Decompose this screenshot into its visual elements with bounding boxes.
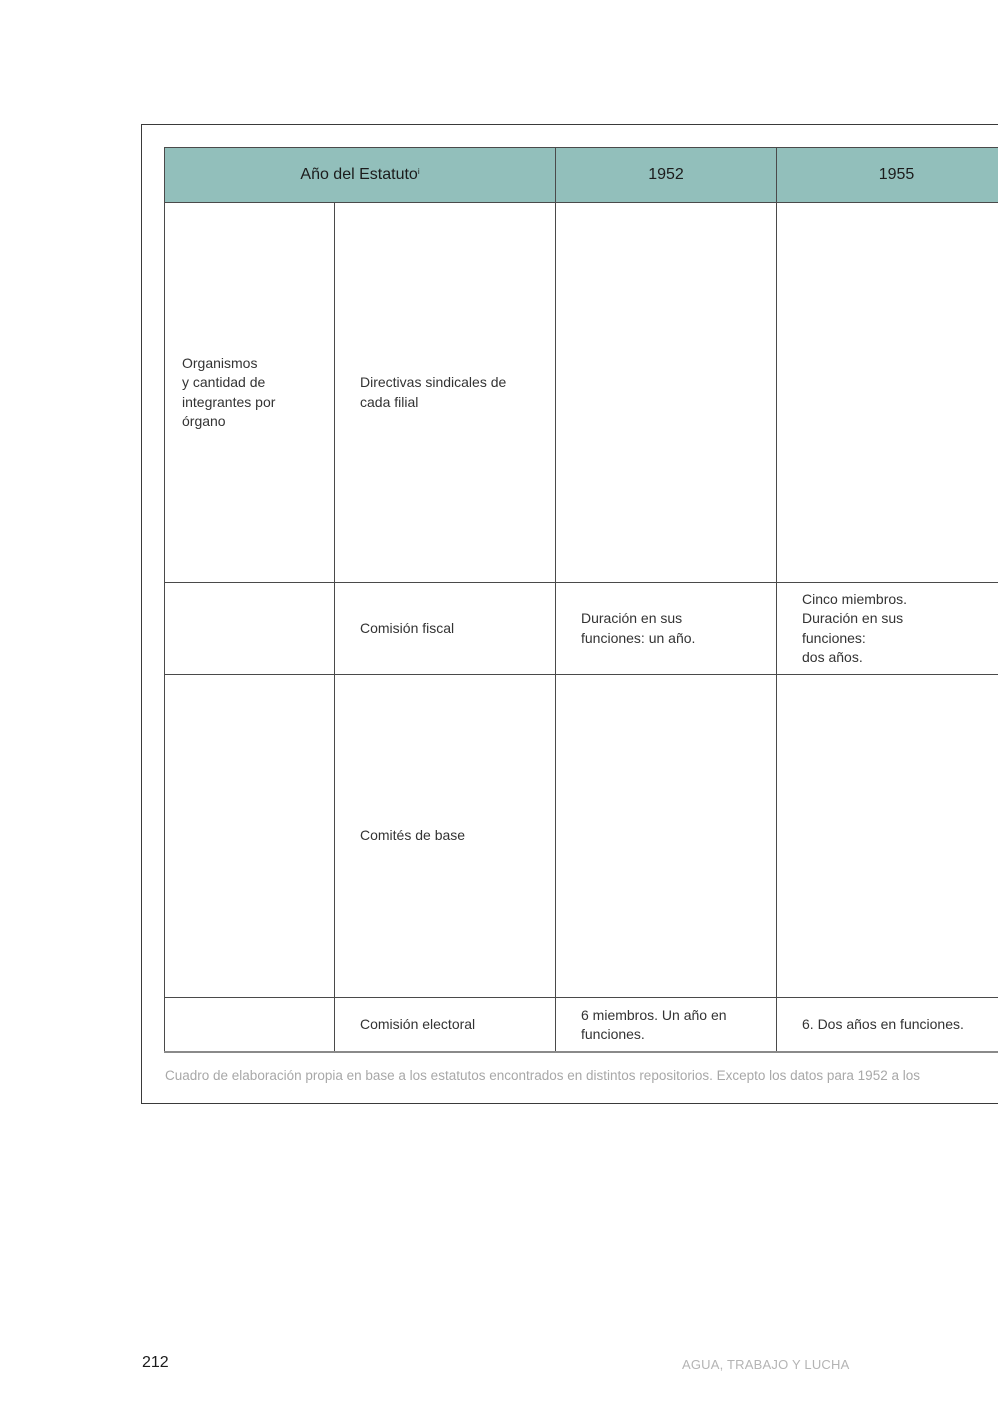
cell-fiscal-1955 [777,583,998,675]
organ-label: Comisión electoral [360,1016,476,1033]
source-note: Cuadro de elaboración propia en base a los estatutos encontrados en distintos repositorios. Excepto los datos para 1952 a los [165,1068,920,1083]
header-statute-year [165,148,556,203]
running-head: AGUA, TRABAJO Y LUCHA [682,1357,850,1372]
group-label: Organismos y cantidad de integrantes por órgano [182,354,276,429]
header-statute-label: Año del Estatuto [300,166,418,183]
cell-group-empty [165,583,335,675]
cell-group-empty [165,998,335,1052]
cell-directivas-1955 [777,203,998,583]
cell-organ-electoral [335,998,556,1052]
cell-organ-fiscal [335,583,556,675]
organ-label: Comisión fiscal [360,619,455,636]
cell-organ-comites [335,675,556,998]
header-year-1955-label: 1955 [878,166,915,183]
cell-comites-1952 [556,675,777,998]
cell-organ-directivas [335,203,556,583]
value-1955: 6. Dos años en funciones. [802,1016,964,1033]
cell-group-organismos [165,203,335,583]
organ-label: Directivas sindicales de cada filial [360,374,507,410]
cell-fiscal-1952 [556,583,777,675]
cell-group-empty [165,675,335,998]
cell-electoral-1952 [556,998,777,1052]
cell-electoral-1955 [777,998,998,1052]
header-year-1952-label: 1952 [648,166,684,183]
cell-directivas-1952 [556,203,777,583]
footnote-marker: i [417,166,420,176]
value-1952: Duración en sus funciones: un año. [581,610,696,646]
header-year-1952 [556,148,777,203]
organ-label: Comités de base [360,827,466,844]
value-1955: Cinco miembros. Duración en sus funciones: dos años. [802,590,908,665]
cell-comites-1955 [777,675,998,998]
table-bottom-rule [164,1051,998,1053]
value-1952: 6 miembros. Un año en funciones. [581,1006,727,1042]
page-number: 212 [142,1354,169,1371]
header-year-1955 [777,148,998,203]
